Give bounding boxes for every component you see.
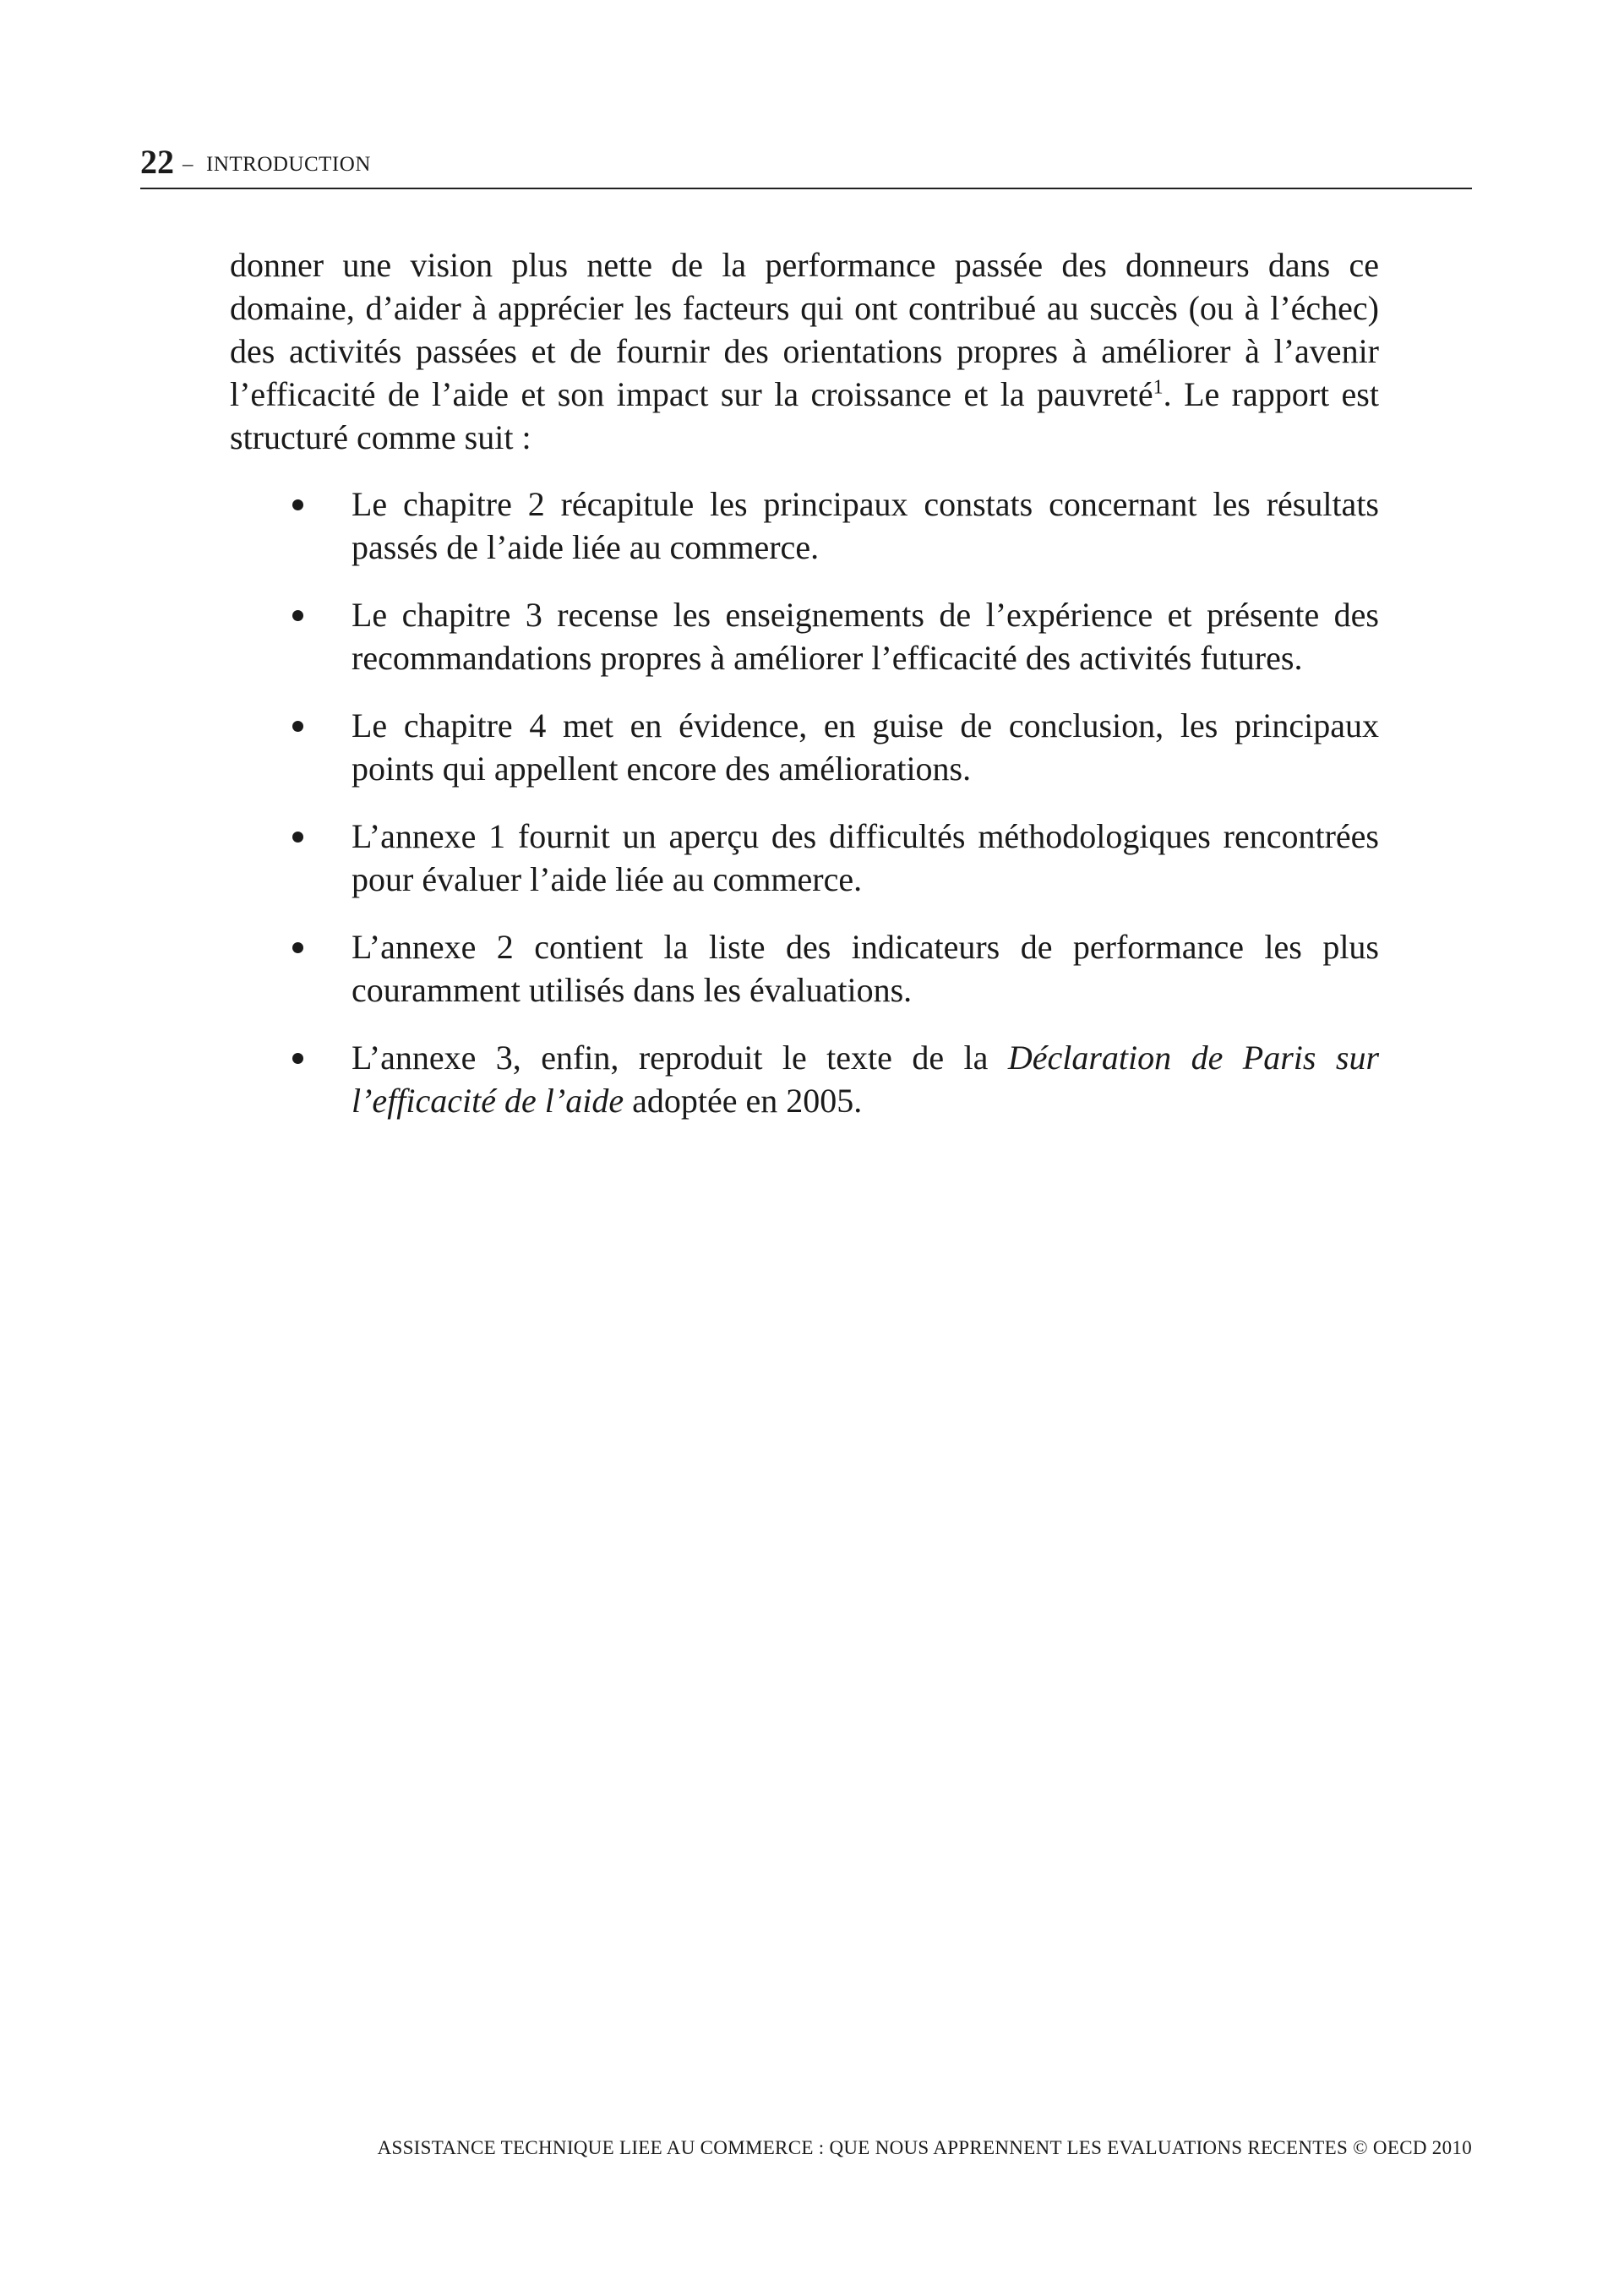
list-item-text: L’annexe 2 contient la liste des indicateurs de performance les plus couramment utilisés dans les évaluations. [352,928,1379,1009]
bullet-icon [292,832,303,843]
bullet-icon [292,610,303,621]
structure-list [230,483,1379,1122]
list-item [230,593,1379,679]
list-item [230,925,1379,1012]
intro-text: donner une vision plus nette de la performance passée des donneurs dans ce domaine, d’aider à apprécier les facteurs qui ont contribué au succès (ou à l’échec) des activités passées et de fournir des orientations propres à améliorer à l’avenir l’efficacité de l’aide et son impact sur la croissance et la pauvreté [230,246,1379,413]
list-item-text: Le chapitre 3 recense les enseignements de l’expérience et présente des recommandations propres à améliorer l’efficacité des activités futures. [352,596,1379,677]
body-content [230,243,1379,1147]
list-item-text: L’annexe 1 fournit un aperçu des difficultés méthodologiques rencontrées pour évaluer l’aide liée au commerce. [352,817,1379,898]
document-title-italic: Déclaration de Paris sur l’efficacité de l’aide [352,1039,1380,1120]
intro-text-end: . Le rapport est structuré comme suit : [230,375,1379,456]
list-item-text: Le chapitre 4 met en évidence, en guise de conclusion, les principaux points qui appellent encore des améliorations. [352,706,1379,788]
list-item [230,483,1379,569]
list-item [230,1036,1379,1122]
page-number: 22 [140,143,174,181]
intro-paragraph [230,243,1379,459]
list-item-text-end: adoptée en 2005. [624,1082,863,1120]
list-item [230,704,1379,790]
bullet-icon [292,499,303,510]
list-item-text: L’annexe 3, enfin, reproduit le texte de la [352,1039,1008,1077]
bullet-icon [292,1053,303,1064]
footnote-reference[interactable]: 1 [1153,376,1164,399]
list-item-text: Le chapitre 2 récapitule les principaux constats concernant les résultats passés de l’aide liée au commerce. [352,485,1379,566]
header-separator: – [183,153,193,176]
page-footer: ASSISTANCE TECHNIQUE LIEE AU COMMERCE : QUE NOUS APPRENNENT LES EVALUATIONS RECENTES © OECD 2010 [377,2137,1472,2158]
bullet-icon [292,942,303,953]
bullet-icon [292,721,303,732]
list-item [230,815,1379,901]
running-header [140,144,1472,189]
section-title: INTRODUCTION [206,153,371,176]
